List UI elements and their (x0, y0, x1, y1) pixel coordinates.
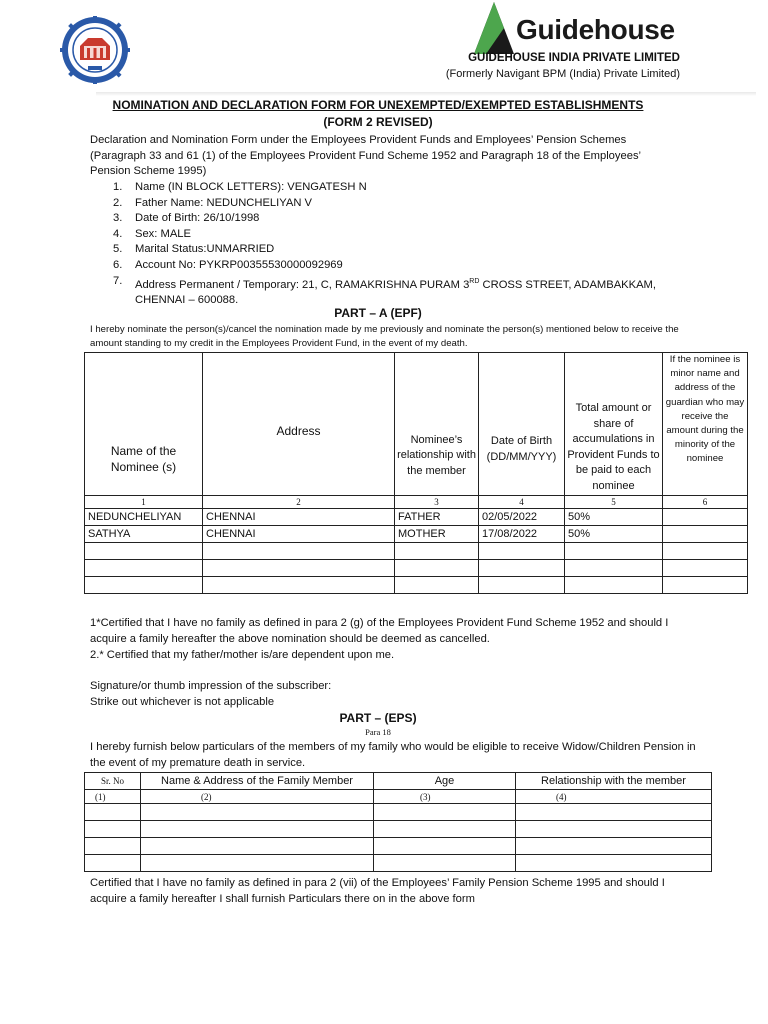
epf-nominee-table (84, 352, 748, 594)
table-row (85, 560, 748, 577)
detail-item-dob: 3. Date of Birth: 26/10/1998 (113, 212, 260, 225)
strike-out-note: Strike out whichever is not applicable (90, 696, 275, 708)
header-relationship: Nominee’s relationship with the member (395, 353, 479, 496)
subscriber-details-list (113, 180, 656, 309)
signature-label: Signature/or thumb impression of the subscriber: (90, 680, 332, 692)
header-family-member: Name & Address of the Family Member (141, 773, 374, 790)
certification-1: 1*Certified that I have no family as defined in para 2 (g) of the Employees Provident Fund Scheme 1952 and should I acquire a family hereafter the above nomination should be deemed as cancelled. (90, 617, 669, 645)
header-nominee-name: Name of the Nominee (s) (85, 353, 203, 496)
header-age: Age (374, 773, 516, 790)
header-sr-no: Sr. No (85, 773, 141, 790)
detail-item-name: 1. Name (IN BLOCK LETTERS): VENGATESH N (113, 181, 367, 193)
header-dob: Date of Birth (DD/MM/YYY) (479, 353, 565, 496)
header-relationship: Relationship with the member (516, 773, 712, 790)
company-brand: Guidehouse (516, 14, 675, 45)
company-former-name: (Formerly Navigant BPM (India) Private Limited) (445, 68, 680, 80)
column-number-row: 1 2 3 4 5 6 (85, 496, 748, 509)
detail-text: Account No: PYKRP00355530000092969 (135, 258, 343, 271)
detail-item-address: 7. Address Permanent / Temporary: 21, C, RAMAKRISHNA PURAM 3RD CROSS STREET, ADAMBAKKAM, CHENNAI – 600088. (113, 274, 656, 309)
table-row (85, 804, 712, 821)
eps-certification: Certified that I have no family as defined in para 2 (vii) of the Employees’ Family Pension Scheme 1995 and should I acquire a family hereafter I shall furnish Particulars there on in the above form (90, 877, 665, 905)
declaration-intro: Declaration and Nomination Form under the Employees Provident Funds and Employees’ Pension Schemes (Paragraph 33 and 61 (1) of the Employees Provident Fund Scheme 1952 and Paragraph 18 of the Employees’ Pension Scheme 1995) (90, 134, 641, 178)
detail-text: Name (IN BLOCK LETTERS): VENGATESH N (135, 181, 367, 193)
eps-family-table (84, 772, 712, 872)
header-divider (96, 92, 756, 96)
epfo-seal-logo (58, 16, 132, 84)
detail-text: Father Name: NEDUNCHELIYAN V (135, 196, 312, 209)
detail-item-account-no: 6. Account No: PYKRP00355530000092969 (113, 258, 343, 271)
part-b-intro: I hereby furnish below particulars of the members of my family who would be eligible to receive Widow/Children Pension in the event of my premature death in service. (90, 741, 696, 769)
detail-text: Date of Birth: 26/10/1998 (135, 212, 260, 225)
form-subtitle: (FORM 2 REVISED) (323, 115, 433, 129)
certification-2: 2.* Certified that my father/mother is/are dependent upon me. (90, 649, 395, 661)
header-address: Address (203, 353, 395, 496)
company-name: GUIDEHOUSE INDIA PRIVATE LIMITED (468, 52, 680, 64)
detail-item-marital-status: 5. Marital Status:UNMARRIED (113, 243, 275, 256)
detail-text: Sex: MALE (135, 227, 191, 240)
guidehouse-mark-icon (474, 2, 520, 54)
eps-number-row: (1) (2) (3) (4) (85, 790, 712, 804)
part-b-title: PART – (EPS) (339, 711, 417, 725)
table-row (85, 577, 748, 594)
part-a-title: PART – A (EPF) (334, 306, 422, 320)
part-a-intro: I hereby nominate the person(s)/cancel the nomination made by me previously and nominate the person(s) mentioned below to receive the amount standing to my credit in the Employees Provident Fund, in the event of my death. (90, 324, 679, 349)
table-row (85, 543, 748, 560)
detail-item-father-name: 2. Father Name: NEDUNCHELIYAN V (113, 196, 312, 209)
header-guardian: If the nominee is minor name and address of the guardian who may receive the amount during the minority of the nominee (663, 353, 748, 496)
address-line-2: CHENNAI – 600088. (135, 294, 239, 307)
header-share: Total amount or share of accumulations in Provident Funds to be paid to each nominee (565, 353, 663, 496)
table-row: NEDUNCHELIYAN CHENNAI FATHER 02/05/2022 50% (85, 509, 748, 526)
table-row: SATHYA CHENNAI MOTHER 17/08/2022 50% (85, 526, 748, 543)
table-row (85, 821, 712, 838)
eps-header-row (85, 773, 712, 790)
table-row (85, 855, 712, 872)
form-title: NOMINATION AND DECLARATION FORM FOR UNEXEMPTED/EXEMPTED ESTABLISHMENTS (112, 98, 644, 112)
detail-item-sex: 4. Sex: MALE (113, 227, 191, 240)
table-row (85, 838, 712, 855)
detail-text: Marital Status:UNMARRIED (135, 243, 275, 256)
part-b-para: Para 18 (365, 727, 391, 737)
